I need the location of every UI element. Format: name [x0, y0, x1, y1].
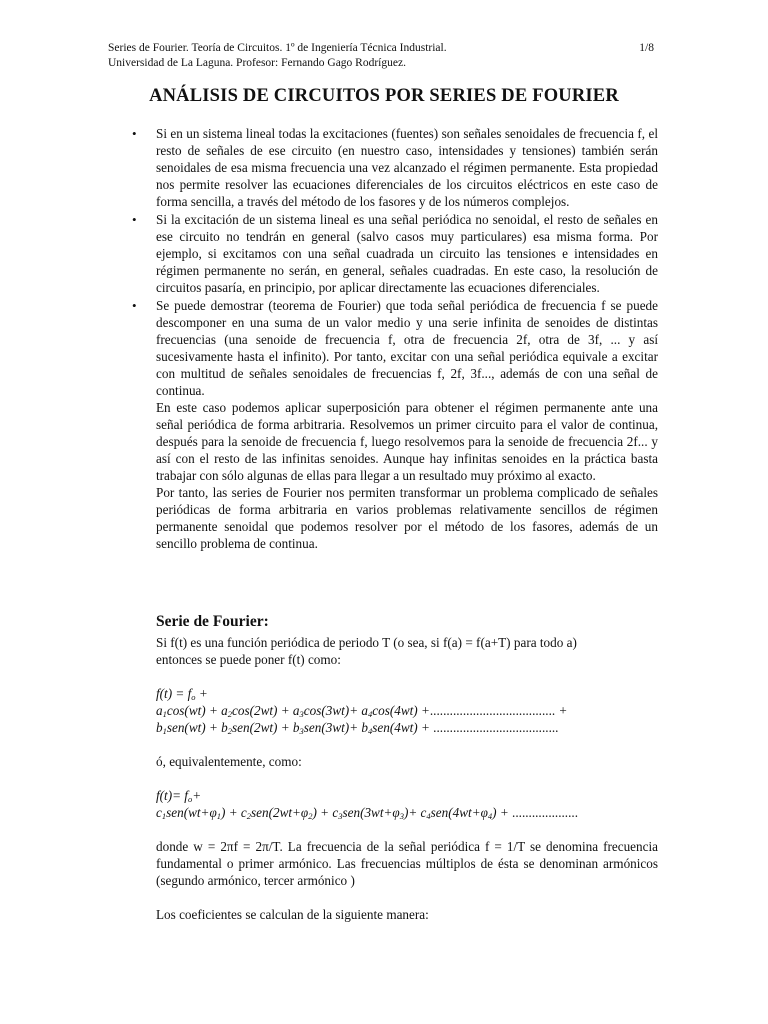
ellipsis-dots: .................... [512, 805, 578, 820]
formula-line: $c_1sen(wt+\varphi_1) + c_2sen(2wt+\varphi_2) + c_3sen(3wt+\varphi_3)+ c_4sen(4wt+\varphi_4)$ + .................... [156, 805, 578, 821]
bullet-paragraph: Si la excitación de un sistema lineal es una señal periódica no senoidal, el resto de señales en ese circuito no tendrán en general (salvo casos muy particulares) esa misma forma. Por ejemplo, si excitamos con una señal cuadrada un circuito las tensiones e intensidades en régimen permanente no serán, en general, señales cuadradas. En este caso, la resolución de circuitos pasaría, en principio, por aplicar directamente las ecuaciones diferenciales. [156, 212, 658, 295]
coefficients-line: Los coeficientes se calculan de la siguiente manera: [156, 907, 429, 922]
page-header [108, 41, 654, 71]
header-course-line: Series de Fourier. Teoría de Circuitos. 1º de Ingeniería Técnica Industrial. [108, 42, 447, 54]
equivalently-line: ó, equivalentemente, como: [156, 754, 302, 769]
bullet-icon: • [132, 212, 137, 227]
page-title: ANÁLISIS DE CIRCUITOS POR SERIES DE FOURIER [149, 86, 619, 106]
formula-line: $a_1\cos(wt) + a_2\cos(2wt) + a_3\cos(3wt)+ a_4\cos(4wt)$ +...................................... + [156, 703, 568, 719]
fundamental-paragraph: donde w = 2πf = 2π/T. La frecuencia de la señal periódica f = 1/T se denomina frecuencia fundamental o primer armónico. Las frecuencias múltiplos de ésta se denominan armónicos (segundo armónico, tercer armónico ) [156, 839, 658, 888]
bullet-icon: • [132, 298, 137, 313]
bullet-paragraph: Se puede demostrar (teorema de Fourier) que toda señal periódica de frecuencia f se puede descomponer en una suma de un valor medio y una serie infinita de senoides de distintas frecuencias (una senoide de frecuencia f, otra de frecuencia 2f, otra de 3f, ... y así sucesivamente hasta el infinito). Por tanto, excitar con una señal periódica equivale a excitar con multitud de señales senoidales de frecuencias f, 2f, 3f..., además de con una señal de continua. [156, 298, 658, 398]
bullet-paragraph: Si en un sistema lineal todas la excitaciones (fuentes) son señales senoidales de frecuencia f, el resto de señales de ese circuito (en nuestro caso, intensidades y tensiones) también serán senoidales de esa misma frecuencia una vez alcanzado el régimen permanente. Esta propiedad nos permite resolver las ecuaciones diferenciales de los circuitos eléctricos en este caso de forma sencilla, a través del método de los fasores y de los números complejos. [156, 126, 658, 209]
formula-line: $b_1sen(wt) + b_2sen(2wt) + b_3sen(3wt)+ b_4sen(4wt)$ + ...................................... [156, 720, 559, 736]
formula-line: $f(t)= f_o+$ [156, 788, 202, 804]
bullet-paragraph: En este caso podemos aplicar superposición para obtener el régimen permanente ante una señal periódica de forma arbitraria. Resolvemos un primer circuito para el valor de continua, después para la senoide de frecuencia f, luego resolvemos para la senoide de frecuencia 2f... y así con el resto de las infinitas senoides. Aunque hay infinitas senoides en la práctica basta trabajar con sólo algunas de ellas para llegar a un resultado muy próximo al exacto. [156, 400, 658, 483]
intro-line: entonces se puede poner f(t) como: [156, 652, 341, 667]
bullet-icon: • [132, 126, 137, 141]
bullet-paragraph: Por tanto, las series de Fourier nos permiten transformar un problema complicado de señales periódicas de forma arbitraria en varios problemas relativamente sencillos de régimen permanente senoidal que podemos resolver por el método de los fasores, además de un sencillo problema de continua. [156, 485, 658, 551]
formula-line: $f(t) = f_o$ + [156, 686, 208, 702]
fourier-series-section [156, 612, 658, 923]
bullet-item [108, 125, 658, 210]
intro-line: Si f(t) es una función periódica de periodo T (o sea, si f(a) = f(a+T) para todo a) [156, 635, 577, 650]
bullet-item [108, 211, 658, 296]
page-number: 1/8 [639, 42, 654, 54]
ellipsis-dots: ...................................... [433, 720, 559, 735]
bullet-item [108, 297, 658, 552]
header-university-line: Universidad de La Laguna. Profesor: Fernando Gago Rodríguez. [108, 57, 406, 69]
ellipsis-dots: ...................................... [429, 703, 556, 718]
bullet-list [108, 125, 658, 553]
section-heading: Serie de Fourier: [156, 613, 269, 630]
